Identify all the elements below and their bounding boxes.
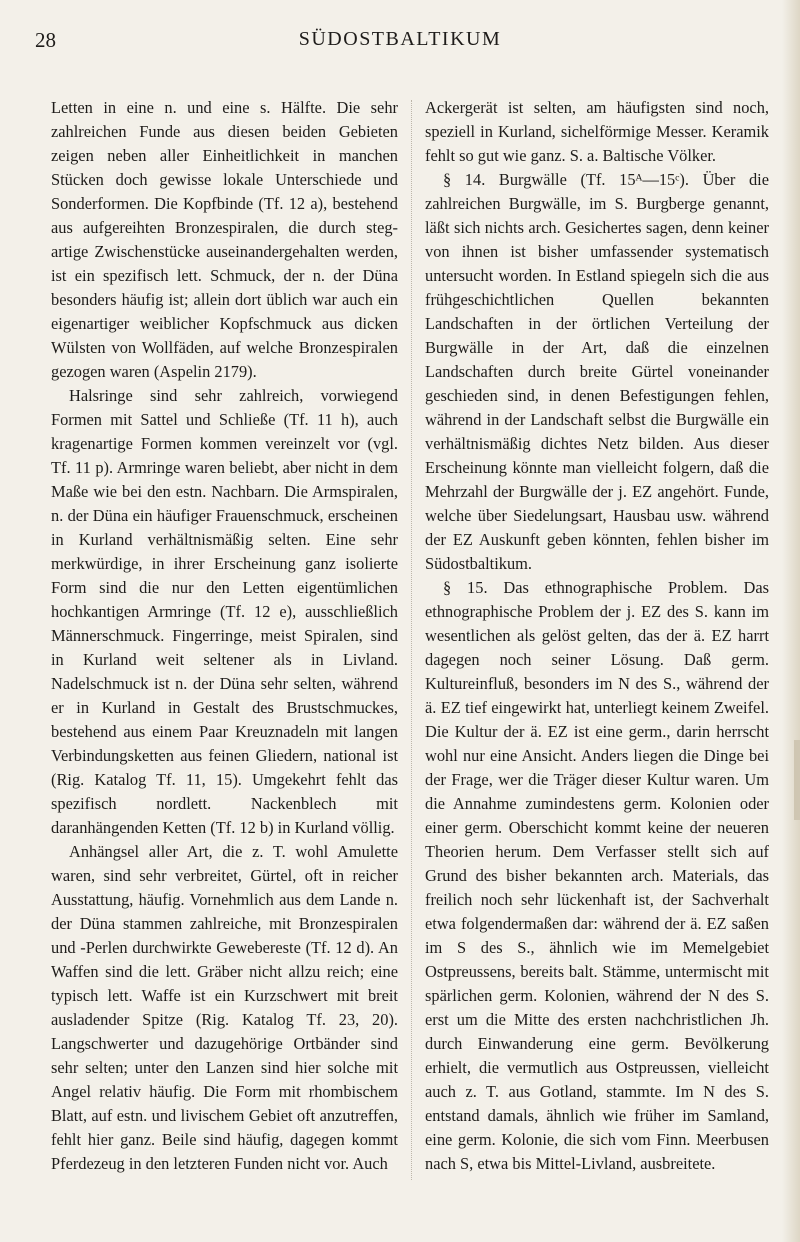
column-divider [411, 100, 412, 1180]
paragraph: Ackergerät ist selten, am häufigsten sind noch, speziell in Kurland, sichelförmige Messer. Keramik fehlt so gut wie ganz. S. a. Baltische Völker. [425, 98, 769, 165]
section-14-paragraph: § 14. Burgwälle (Tf. 15ᴬ—15ᶜ). Über die zahlreichen Burgwälle, im S. Burgberge genannt, läßt sich nichts arch. Gesichertes sagen, denn keiner von ihnen ist bisher umfassender systematisch untersucht worden. In Estland spiegeln sich die aus frühgeschichtlichen Quellen bekannten Landschaften in der örtlichen Verteilung der Burgwälle in der Art, daß die einzelnen Landschaften durch breite Gürtel voneinander geschieden sind, in denen Befestigungen fehlen, während in der Landschaft selbst die Burgwälle ein verhältnismäßig dichtes Netz bilden. Aus dieser Erscheinung könnte man vielleicht folgern, daß die Mehrzahl der Burgwälle der j. EZ angehört. Funde, welche über Siedelungsart, Hausbau usw. während der EZ Auskunft geben könnten, fehlen bisher im Südostbaltikum. [425, 170, 769, 573]
left-column [51, 96, 398, 1176]
page-edge-shadow [782, 0, 800, 1242]
paragraph: Halsringe sind sehr zahlreich, vorwiegend Formen mit Sattel und Schließe (Tf. 11 h), auch kragenartige Formen kommen vereinzelt vor (vgl. Tf. 11 p). Armringe waren beliebt, aber nicht in dem Maße wie bei den estn. Nachbarn. Die Armspiralen, n. der Düna ein häufiger Frauenschmuck, erscheinen in Kurland verhältnismäßig selten. Eine sehr merkwürdige, in ihrer Erscheinung ganz isolierte Form sind die nur den Letten eigentümlichen hochkantigen Armringe (Tf. 12 e), ausschließlich Männerschmuck. Fingerringe, meist Spiralen, sind in Kurland weit seltener als in Livland. Nadelschmuck ist n. der Düna sehr selten, während er in Kurland in Gestalt des Brustschmuckes, bestehend aus einem Paar Kreuznadeln mit langen Verbindungsketten aus feinen Gliedern, national ist (Rig. Katalog Tf. 11, 15). Umgekehrt fehlt das spezifisch nordlett. Nackenblech mit daranhängenden Ketten (Tf. 12 b) in Kurland völlig. [51, 386, 398, 837]
right-column [425, 96, 769, 1176]
paragraph: Letten in eine n. und eine s. Hälfte. Die sehr zahlreichen Funde aus diesen beiden Gebieten zeigen neben aller Einheitlichkeit in manchen Stücken doch gewisse lokale Unterschiede und Sonderformen. Die Kopfbinde (Tf. 12 a), bestehend aus aufgereihten Bronzespiralen, die durch steg-artige Zwischenstücke auseinandergehalten werden, ist ein spezifisch lett. Schmuck, der n. der Düna besonders häufig ist; allein dort üblich war auch ein eigenartiger weiblicher Kopfschmuck aus dicken Wülsten von Wollfäden, auf welche Bronzespiralen gezogen waren (Aspelin 2179). [51, 98, 398, 381]
page-number: 28 [35, 28, 56, 52]
page-edge-mark [794, 740, 800, 820]
running-head-title: SÜDOSTBALTIKUM [298, 28, 502, 50]
paragraph: Anhängsel aller Art, die z. T. wohl Amulette waren, sind sehr verbreitet, Gürtel, oft in reicher Ausstattung, häufig. Vornehmlich aus dem Lande n. der Düna stammen zahlreiche, mit Bronzespiralen und -Perlen durchwirkte Gewebereste (Tf. 12 d). An Waffen sind die lett. Gräber nicht allzu reich; eine typisch lett. Waffe ist ein Kurzschwert mit breit ausladender Spitze (Rig. Katalog Tf. 23, 20). Langschwerter und dazugehörige Ortbänder sind sehr selten; unter den Lanzen sind hier solche mit Angel relativ häufig. Die Form mit rhombischem Blatt, auf estn. und livischem Gebiet oft anzutreffen, fehlt hier ganz. Beile sind häufig, dagegen kommt Pferdezeug in den letzteren Funden nicht vor. Auch [51, 842, 398, 1173]
section-15-paragraph: § 15. Das ethnographische Problem. Das ethnographische Problem der j. EZ des S. kann im wesentlichen als gelöst gelten, das der ä. EZ harrt dagegen noch seiner Lösung. Daß germ. Kultureinfluß, besonders im N des S., während der ä. EZ tief eingewirkt hat, unterliegt keinem Zweifel. Die Kultur der ä. EZ ist eine germ., darin herrscht wohl nur eine Ansicht. Anders liegen die Dinge bei der Frage, wer die Träger dieser Kultur waren. Um die Annahme zumindestens germ. Kolonien oder einer germ. Oberschicht kommt keine der neueren Theorien herum. Dem Verfasser stellt sich auf Grund des bisher bekannten arch. Materials, das freilich noch sehr lückenhaft ist, der Sachverhalt etwa folgendermaßen dar: während der ä. EZ saßen im S des S., ähnlich wie im Memelgebiet Ostpreussens, bereits balt. Stämme, untermischt mit spärlichen germ. Kolonien, während der N des S. erst um die Mitte des ersten nachchristlichen Jh. durch Einwanderung eine germ. Bevölkerung erhielt, die vermutlich aus Ostpreussen, vielleicht auch z. T. aus Gotland, stammte. Im N des S. entstand damals, ähnlich wie früher im Samland, eine germ. Kolonie, die sich vom Finn. Meerbusen nach S, etwa bis Mittel-Livland, ausbreitete. [425, 578, 769, 1173]
